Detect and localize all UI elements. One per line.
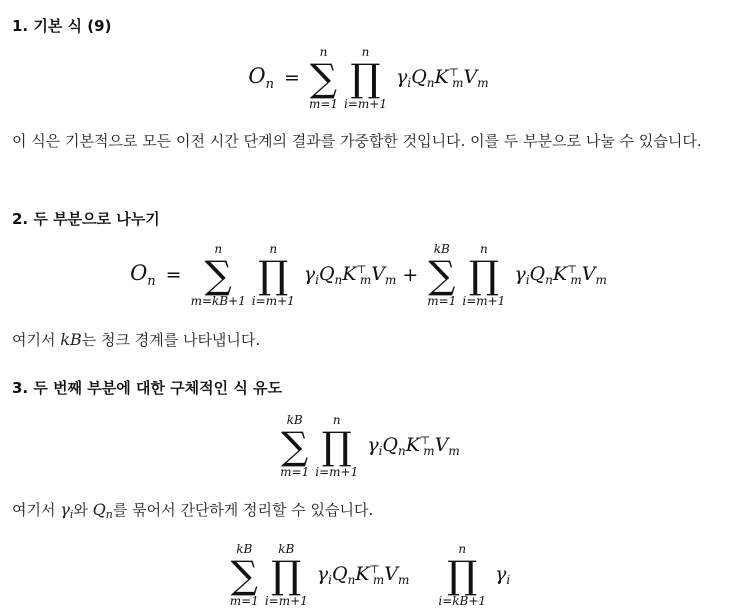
equation-split xyxy=(0,242,737,308)
equation-regrouped xyxy=(0,542,737,608)
summand-term: $\gamma_iQ_nK^⊤_mV_m$ xyxy=(395,66,489,90)
sum-operator: kB ∑ m=1 xyxy=(280,413,310,479)
paragraph-explanation-3: 여기서 $\gamma_i$와 $Q_n$를 묶어서 간단하게 정리할 수 있습니다. xyxy=(12,500,374,521)
equation-basic xyxy=(0,46,737,110)
paragraph-explanation-1: 이 식은 기본적으로 모든 이전 시간 단계의 결과를 가중합한 것입니다. 이를 두 부분으로 나눌 수 있습니다. xyxy=(12,132,702,150)
equation-lhs: $O_n$ xyxy=(248,64,275,92)
product-operator: n ∏ i=kB+1 xyxy=(438,542,487,608)
plus-sign: + xyxy=(402,264,419,286)
equation-lhs: $O_n$ xyxy=(130,261,156,289)
summand-term: $\gamma_iQ_nK^⊤_mV_m$ xyxy=(514,263,607,287)
sum-operator: kB ∑ m=1 xyxy=(229,542,259,608)
equals-sign: = xyxy=(165,264,182,286)
sum-operator: n ∑ m=1 xyxy=(308,45,339,111)
equals-sign: = xyxy=(284,67,300,89)
summand-term: $\gamma_iQ_nK^⊤_mV_m$ xyxy=(316,563,410,587)
section-heading-derivation: 3. 두 번째 부분에 대한 구체적인 식 유도 xyxy=(12,379,283,397)
product-operator: n ∏ i=m+1 xyxy=(462,242,506,308)
product-operator: n ∏ i=m+1 xyxy=(251,242,295,308)
summand-term: $\gamma_iQ_nK^⊤_mV_m$ xyxy=(367,434,460,458)
sum-operator: kB ∑ m=1 xyxy=(427,242,457,308)
section-heading-split: 2. 두 부분으로 나누기 xyxy=(12,210,160,228)
product-operator: n ∏ i=m+1 xyxy=(315,413,359,479)
product-operator: kB ∏ i=m+1 xyxy=(264,542,308,608)
tail-factor: $\gamma_i$ xyxy=(495,563,511,587)
summand-term: $\gamma_iQ_nK^⊤_mV_m$ xyxy=(303,263,397,287)
product-operator: n ∏ i=m+1 xyxy=(344,45,387,111)
sum-operator: n ∑ m=kB+1 xyxy=(190,242,246,308)
equation-second-part xyxy=(0,413,737,479)
paragraph-explanation-2: 여기서 kB는 청크 경계를 나타냅니다. xyxy=(12,330,261,349)
section-heading-basic-formula: 1. 기본 식 (9) xyxy=(12,17,112,35)
